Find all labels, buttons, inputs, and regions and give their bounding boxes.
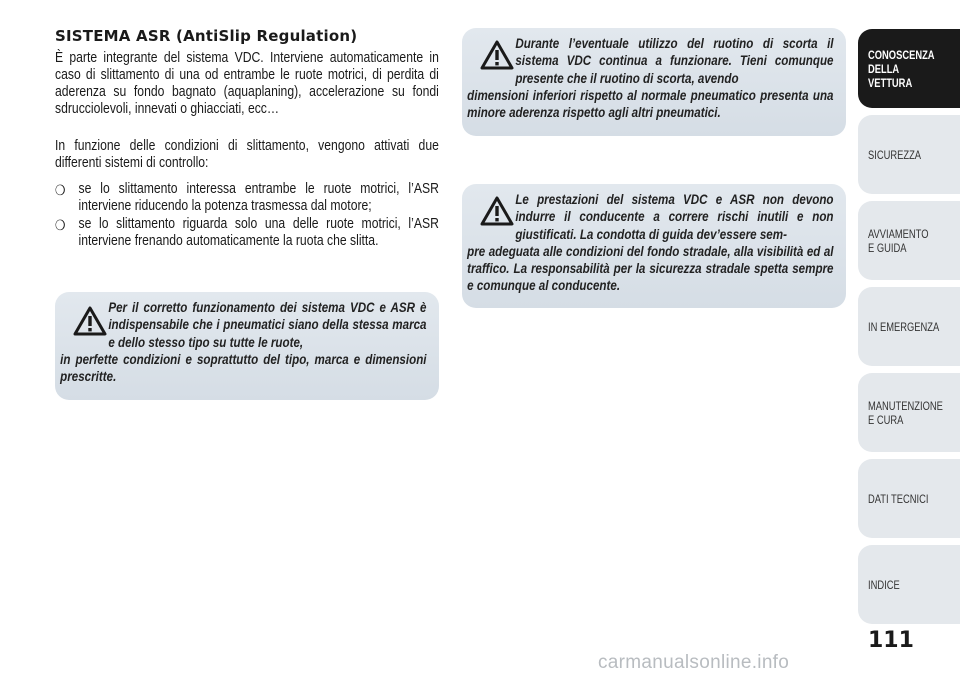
bullet-circle-icon: ❍ xyxy=(55,182,66,198)
tab-dati-tecnici[interactable]: DATI TECNICI xyxy=(858,459,960,538)
bullet-circle-icon: ❍ xyxy=(55,217,66,233)
warning-text-rest: dimensioni inferiori rispetto al normale pneumatico presenta una minore aderenza rispetto agli altri pneumatici. xyxy=(467,87,834,121)
tab-avviamento-e-guida[interactable]: AVVIAMENTO E GUIDA xyxy=(858,201,960,280)
list-item-text: se lo slittamento riguarda solo una delle ruote motrici, l’ASR interviene frenando automaticamente la ruota che slitta. xyxy=(78,216,439,249)
tab-conoscenza-della-vettura[interactable]: CONOSCENZA DELLA VETTURA xyxy=(858,29,960,108)
warning-text-lead: Per il corretto funzionamento dei sistema VDC e ASR è indispensabile che i pneumatici siano della stessa marca e dello stesso tipo su tutte le ruote, xyxy=(108,300,427,350)
page-number: 111 xyxy=(868,628,914,653)
warning-box-driving-risk xyxy=(462,184,846,308)
tab-in-emergenza[interactable]: IN EMERGENZA xyxy=(858,287,960,366)
warning-box-tyres xyxy=(55,292,439,400)
intro-paragraph: È parte integrante del sistema VDC. Interviene automaticamente in caso di slittamento di una od entrambe le ruote motrici, di perdita di aderenza su fondo bagnato (aquaplaning), accelerazione su fondi sdrucciolevoli, innevati o ghiacciati, ecc… xyxy=(55,50,439,117)
warning-box-spare-wheel xyxy=(462,28,846,136)
control-paragraph: In funzione delle condizioni di slittamento, vengono attivati due differenti sistemi di controllo: xyxy=(55,138,439,171)
watermark: carmanualsonline.info xyxy=(598,652,790,673)
tab-sicurezza[interactable]: SICUREZZA xyxy=(858,115,960,194)
list-item xyxy=(55,216,439,250)
tab-indice[interactable]: INDICE xyxy=(858,545,960,624)
warning-text-rest: pre adeguata alle condizioni del fondo stradale, alla visibilità ed al traffico. La responsabilità per la sicurezza stradale spetta sempre e comunque al conducente. xyxy=(467,243,834,294)
section-heading: SISTEMA ASR (AntiSlip Regulation) xyxy=(55,27,358,45)
warning-text-lead: Durante l’eventuale utilizzo del ruotino di scorta il sistema VDC continua a funzionare. Tieni comunque presente che il ruotino di scorta, avendo xyxy=(515,36,834,86)
warning-text-lead: Le prestazioni del sistema VDC e ASR non devono indurre il conducente a correre rischi inutili e non giustificati. La condotta di guida dev’essere sem- xyxy=(515,192,834,242)
warning-text-rest: in perfette condizioni e soprattutto del tipo, marca e dimensioni prescritte. xyxy=(60,351,427,385)
list-item-text: se lo slittamento interessa entrambe le ruote motrici, l’ASR interviene riducendo la potenza trasmessa dal motore; xyxy=(78,181,439,214)
tab-manutenzione-e-cura[interactable]: MANUTENZIONE E CURA xyxy=(858,373,960,452)
list-item xyxy=(55,181,439,215)
